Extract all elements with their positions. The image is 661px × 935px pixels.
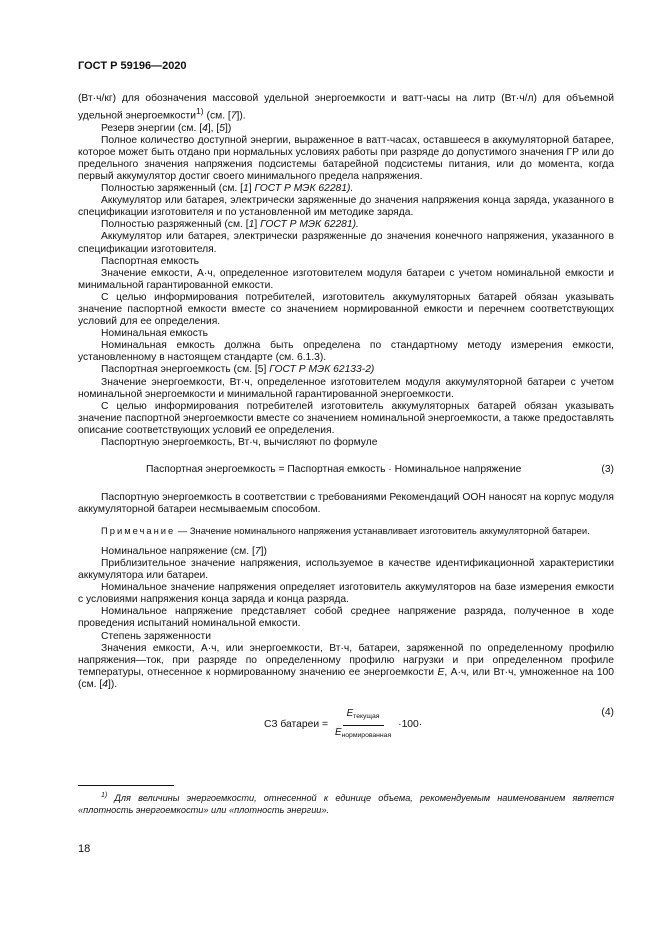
paragraph: Аккумулятор или батарея, электрически заряженные до значения напряжения конца заряда, указанного в спецификации изготовителя и по установленной им методике заряда.: [78, 195, 614, 219]
bibliography-ref[interactable]: 1: [243, 183, 249, 195]
paragraph: Значение энергоемкости, Вт·ч, определенное изготовителем модуля аккумуляторной батареи с учетом номинальной энергоемкости и минимальной гарантированной энергоемкости.: [78, 376, 614, 400]
symbol: E: [437, 666, 445, 678]
term-heading: [78, 219, 614, 231]
term-heading: Паспортная емкость: [101, 255, 200, 267]
paragraph: Приблизительное значение напряжения, используемое в качестве идентификационной характеристики аккумулятора или батареи.: [78, 558, 614, 582]
fraction-denominator: [331, 726, 395, 742]
note: [78, 525, 614, 537]
paragraph: [78, 93, 614, 123]
fraction-numerator: [343, 708, 384, 725]
formula-4: [78, 703, 614, 747]
paragraph: С целью информирования потребителей, изготовитель аккумуляторных батарей обязан указывать значение паспортной емкости вместе со значением нормированной емкости и перечнем соответствующих условий для ее определения.: [78, 291, 614, 328]
text-run: ]): [224, 122, 232, 134]
symbol: E: [346, 708, 354, 720]
text-run: (Вт·ч/кг) для обозначения массовой удельной энергоемкости и ватт-часы на литр (Вт·ч/л) для объемной удельной энергоемкости: [78, 93, 614, 122]
formula-3: [78, 464, 614, 476]
text-run: Паспортная энергоемкость (см. [5]: [101, 364, 270, 376]
text-run: ]).: [236, 110, 246, 122]
text-run: ]).: [107, 678, 118, 690]
paragraph: Паспортную энергоемкость в соответствии с требованиями Рекомендаций ООН наносят на корпус модуля аккумуляторной батареи несмываемым способом.: [78, 492, 614, 516]
footnote-marker: 1): [101, 792, 108, 799]
paragraph: С целью информирования потребителей изготовитель аккумуляторных батарей обязан указывать значение паспортной энергоемкости вместе со значением номинальной энергоемкости, а также предоставлять описание соответствующих условий ее определения.: [78, 400, 614, 436]
text-run: (см. [: [203, 110, 231, 122]
text-run: Полностью заряженный (см. [: [101, 183, 244, 195]
paragraph: Значение емкости, А·ч, определенное изготовителем модуля батареи с учетом номинальной емкости и минимальной гарантированной емкости.: [78, 267, 614, 291]
bibliography-ref[interactable]: 4: [202, 122, 208, 134]
bibliography-ref[interactable]: 4: [102, 678, 108, 690]
text-run: ], [: [207, 122, 220, 134]
bibliography-ref[interactable]: 1: [248, 219, 255, 231]
footnote-text: Для величины энергоемкости, отнесенной к единице объема, рекомендуемым наименованием является «плотность энергоемкости» или «плотность энергии».: [78, 793, 614, 815]
fraction: [331, 708, 395, 741]
paragraph: Номинальная емкость должна быть определена по стандартному методу измерения емкости, установленному в настоящем стандарте (см. 6.1.3).: [78, 340, 614, 364]
term-heading: Номинальная емкость: [101, 328, 209, 340]
formula-tail: ·100·: [398, 719, 423, 730]
text-run: Номинальное напряжение (см. [: [101, 545, 255, 557]
term-heading: Степень заряженности: [101, 630, 211, 642]
formula-number: (3): [601, 464, 614, 476]
formula-lhs: СЗ батареи =: [264, 719, 328, 730]
formula-expression: [264, 703, 422, 747]
paragraph: Аккумулятор или батарея, электрически разряженные до значения конечного напряжения, указанного в спецификации изготовителя.: [78, 231, 614, 255]
formula-text: Паспортная энергоемкость = Паспортная емкость · Номинальное напряжение: [146, 464, 522, 476]
page-number: 18: [78, 843, 91, 855]
standard-ref: ГОСТ Р МЭК 62133-2): [269, 364, 375, 376]
subscript: нормированная: [341, 731, 392, 739]
term-heading: [78, 123, 614, 135]
symbol: E: [334, 726, 342, 738]
term-heading: [78, 183, 614, 195]
standard-ref: ГОСТ Р МЭК 62281).: [254, 183, 354, 195]
note-label: Примечание: [101, 525, 176, 537]
paragraph: Номинальное напряжение представляет собой среднее напряжение разряда, полученное в ходе проведения испытаний номинальной емкости.: [78, 606, 614, 630]
text-run: , А·ч, или Вт·ч, умноженное на 100 (см. [: [78, 666, 614, 690]
bibliography-ref[interactable]: 5: [219, 122, 225, 134]
text-run: Полностью разряженный (см. [: [101, 219, 249, 231]
footnote: [78, 790, 614, 816]
term-heading: [78, 546, 614, 558]
bibliography-ref[interactable]: 7: [254, 545, 261, 557]
paragraph: Паспортную энергоемкость, Вт·ч, вычисляют по формуле: [101, 437, 378, 449]
text-run: Значения емкости, А·ч, или энергоемкости, Вт·ч, батареи, заряженной по определенному профилю напряжения—ток, при разряде по определенному профилю нагрузки и при определенном профиле температуры, отнесенное к нормированному значению ее энергоемкости: [78, 642, 614, 678]
text-run: ]: [254, 219, 261, 231]
footnote-ref[interactable]: 1): [196, 106, 204, 117]
standard-ref: ГОСТ Р МЭК 62281).: [260, 219, 359, 231]
formula-number: (4): [601, 707, 614, 719]
document-header: ГОСТ Р 59196—2020: [78, 60, 187, 72]
note-text: — Значение номинального напряжения устанавливает изготовитель аккумуляторной батареи.: [175, 525, 590, 537]
bibliography-ref[interactable]: 7: [230, 110, 237, 122]
paragraph: [78, 643, 614, 691]
footnote-separator: [78, 785, 174, 786]
paragraph: Полное количество доступной энергии, выраженное в ватт-часах, оставшееся в аккумуляторной батарее, которое может быть отдано при нормальных условиях работы при разряде до допустимого значения ГР или до предельного значения напряжения подсистемы батарейной подсистемы питания, или до момента, когда первый аккумулятор достиг своего минимального предела напряжения.: [78, 134, 614, 182]
subscript: текущая: [353, 713, 380, 721]
main-content: [78, 93, 614, 747]
paragraph: Номинальное значение напряжения определяет изготовитель аккумуляторов на базе измерения емкости с условиями напряжения конца заряда и конца разряда.: [78, 582, 614, 606]
term-heading: [78, 364, 614, 376]
text-run: ]): [260, 545, 267, 557]
text-run: ]: [248, 183, 255, 195]
text-run: Резерв энергии (см. [: [101, 122, 203, 134]
